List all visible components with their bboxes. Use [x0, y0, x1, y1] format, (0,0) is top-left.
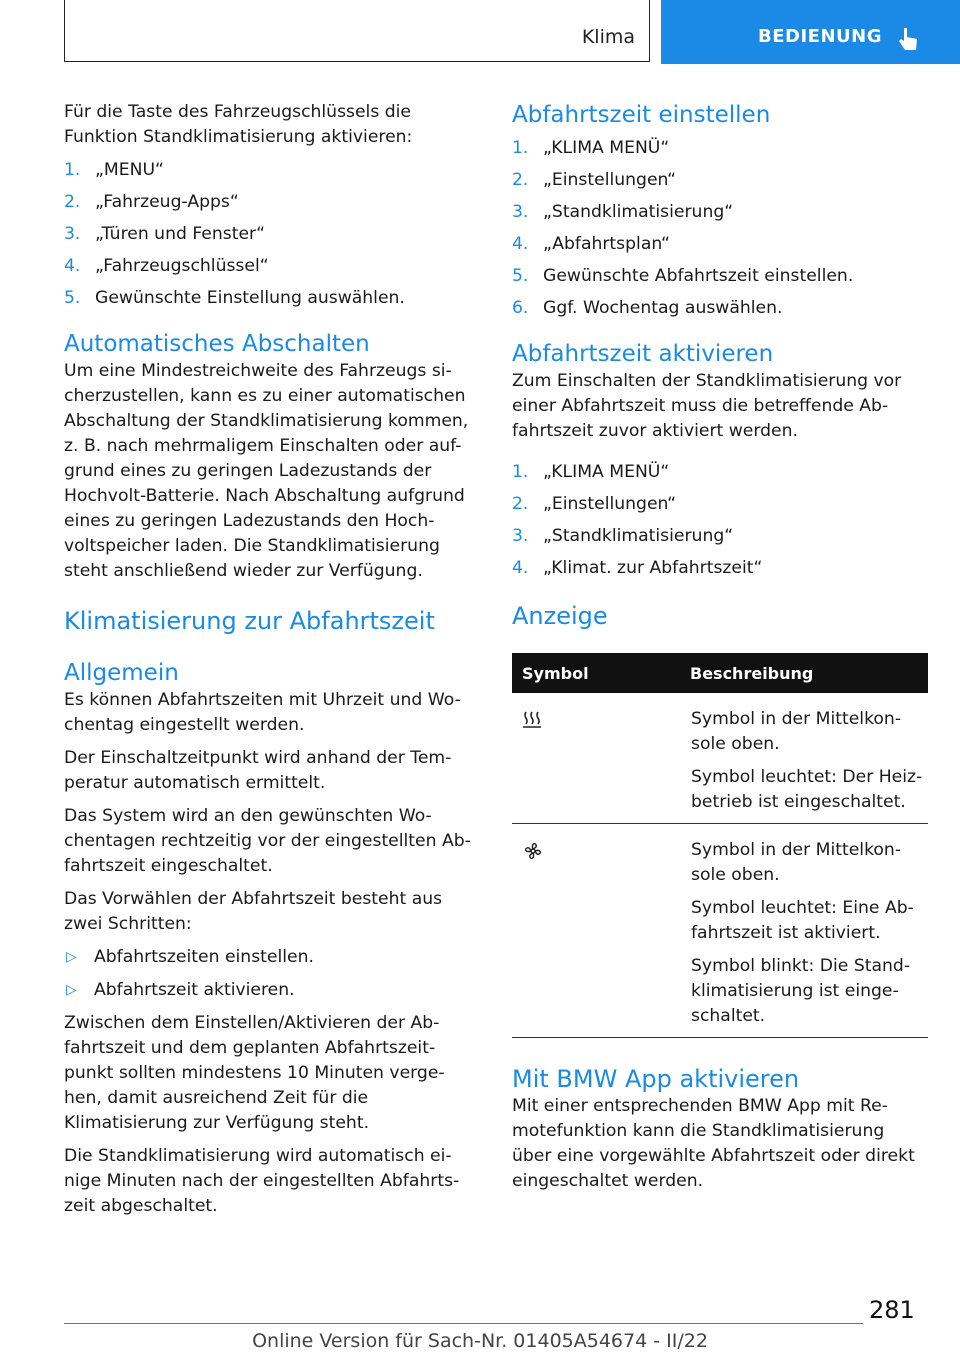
- step-number: 4.: [64, 256, 81, 276]
- step-number: 4.: [512, 558, 529, 578]
- list-item: [512, 136, 928, 161]
- step-number: 1.: [512, 462, 529, 482]
- auto-shutoff-text: Um eine Mindestreichweite des Fahrzeugs si-cherzustellen, kann es zu einer automatischen Abschaltung der Standklimatisierung kommen, z. B. nach mehrmaligem Einschalten oder auf-grund eines zu geringen Ladezustands der Hochvolt-Batterie. Nach Abschaltung aufgrund eines zu geringen Ladezustands den Hoch-voltspeicher laden. Die Standklimatisierung steht anschließend wieder zur Verfügung.: [64, 361, 469, 581]
- page-number: 281: [869, 1296, 915, 1324]
- step-number: 6.: [512, 298, 529, 318]
- steps-bullet-list: [64, 945, 479, 1003]
- bullet-text: Abfahrtszeiten einstellen.: [94, 947, 314, 967]
- general-text-5: Zwischen dem Einstellen/Aktivieren der Ab-fahrtszeit und dem geplanten Abfahrtszeit-punkt sollten mindestens 10 Minuten verge-hen, damit ausreichend Zeit für die Klimatisierung zur Verfügung steht.: [64, 1013, 445, 1133]
- description-line: Symbol leuchtet: Der Heiz-betrieb ist eingeschaltet.: [691, 767, 923, 812]
- symbol-table: [512, 653, 928, 1038]
- description-line: Symbol in der Mittelkon-sole oben.: [691, 709, 902, 754]
- footer-divider: [64, 1323, 863, 1324]
- list-item: [64, 945, 479, 970]
- general-text-4: Das Vorwählen der Abfahrtszeit besteht aus zwei Schritten:: [64, 889, 443, 934]
- step-number: 2.: [512, 170, 529, 190]
- step-text: „Einstellungen“: [543, 494, 677, 514]
- step-text: „Standklimatisierung“: [543, 202, 734, 222]
- activate-time-text: Zum Einschalten der Standklimatisierung vor einer Abfahrtszeit muss die betreffende Ab-fahrtszeit zuvor aktiviert werden.: [512, 371, 902, 441]
- list-item: [512, 168, 928, 193]
- step-number: 3.: [512, 202, 529, 222]
- display-heading: Anzeige: [512, 602, 608, 630]
- list-item: [512, 264, 928, 289]
- table-cell-description: [690, 824, 928, 1038]
- table-cell-description: [690, 693, 928, 824]
- app-text: Mit einer entsprechenden BMW App mit Re-motefunktion kann die Standklimatisierung über eine vorgewählte Abfahrtszeit oder direkt eingeschaltet werden.: [512, 1096, 915, 1191]
- table-cell-symbol: [512, 824, 690, 1038]
- step-number: 5.: [64, 288, 81, 308]
- table-row: [512, 824, 928, 1038]
- left-column: [64, 100, 479, 1227]
- general-text-2: Der Einschaltzeitpunkt wird anhand der Tem-peratur automatisch ermittelt.: [64, 748, 452, 793]
- step-text: „Abfahrtsplan“: [543, 234, 670, 254]
- footer-text: Online Version für Sach-Nr. 01405A54674 - II/22: [252, 1330, 708, 1352]
- step-text: „MENU“: [95, 160, 164, 180]
- list-item: [64, 158, 479, 183]
- step-text: „Klimat. zur Abfahrtszeit“: [543, 558, 763, 578]
- step-number: 5.: [512, 266, 529, 286]
- header-chapter-tab: [661, 0, 960, 64]
- header-section-box: [64, 0, 650, 62]
- key-steps-list: [64, 158, 479, 311]
- list-item: [512, 556, 928, 581]
- table-header-symbol: Symbol: [512, 653, 690, 693]
- list-item: [64, 254, 479, 279]
- fan-icon: [522, 840, 544, 862]
- list-item: [64, 190, 479, 215]
- step-text: Gewünschte Einstellung auswählen.: [95, 288, 405, 308]
- auto-shutoff-heading: Automatisches Abschalten: [64, 331, 370, 357]
- step-number: 3.: [512, 526, 529, 546]
- activate-time-steps: [512, 460, 928, 581]
- right-column: [512, 100, 928, 1202]
- description-line: Symbol leuchtet: Eine Ab-fahrtszeit ist aktiviert.: [691, 898, 914, 943]
- step-text: „KLIMA MENÜ“: [543, 138, 670, 158]
- bullet-text: Abfahrtszeit aktivieren.: [94, 980, 295, 1000]
- bullet-marker: ▷: [66, 949, 77, 965]
- general-text-6: Die Standklimatisierung wird automatisch ei-nige Minuten nach der eingestellten Abfahrts-zeit abgeschaltet.: [64, 1146, 460, 1216]
- set-time-heading: Abfahrtszeit einstellen: [512, 102, 771, 128]
- list-item: [512, 296, 928, 321]
- list-item: [512, 200, 928, 225]
- step-number: 2.: [64, 192, 81, 212]
- step-number: 1.: [512, 138, 529, 158]
- set-time-steps: [512, 136, 928, 321]
- list-item: [512, 524, 928, 549]
- table-row: [512, 693, 928, 824]
- table-cell-symbol: [512, 693, 690, 824]
- general-heading: Allgemein: [64, 660, 179, 686]
- step-text: „Fahrzeugschlüssel“: [95, 256, 269, 276]
- step-number: 1.: [64, 160, 81, 180]
- list-item: [512, 232, 928, 257]
- header-section-title: Klima: [581, 26, 635, 48]
- step-number: 4.: [512, 234, 529, 254]
- app-heading: Mit BMW App aktivieren: [512, 1065, 800, 1093]
- intro-text: Für die Taste des Fahrzeugschlüssels die Funktion Standklimatisierung aktivieren:: [64, 102, 413, 147]
- step-text: „Einstellungen“: [543, 170, 677, 190]
- main-section-heading: Klimatisierung zur Abfahrtszeit: [64, 607, 435, 635]
- table-header-description: Beschreibung: [690, 653, 928, 693]
- step-text: „Türen und Fenster“: [95, 224, 265, 244]
- description-line: Symbol in der Mittelkon-sole oben.: [691, 840, 902, 885]
- list-item: [512, 460, 928, 485]
- list-item: [64, 978, 479, 1003]
- hand-pointer-icon: [897, 26, 919, 54]
- general-text-1: Es können Abfahrtszeiten mit Uhrzeit und Wo-chentag eingestellt werden.: [64, 690, 461, 735]
- step-text: Ggf. Wochentag auswählen.: [543, 298, 783, 318]
- step-text: „Fahrzeug-Apps“: [95, 192, 239, 212]
- general-text-3: Das System wird an den gewünschten Wo-chentagen rechtzeitig vor der eingestellten Ab-fahrtszeit eingeschaltet.: [64, 806, 471, 876]
- activate-time-heading: Abfahrtszeit aktivieren: [512, 341, 774, 367]
- step-number: 3.: [64, 224, 81, 244]
- heating-icon: [522, 709, 542, 729]
- step-number: 2.: [512, 494, 529, 514]
- table-header-row: [512, 653, 928, 693]
- list-item: [64, 222, 479, 247]
- description-line: Symbol blinkt: Die Stand-klimatisierung ist einge-schaltet.: [691, 956, 911, 1026]
- step-text: „Standklimatisierung“: [543, 526, 734, 546]
- bullet-marker: ▷: [66, 982, 77, 998]
- step-text: „KLIMA MENÜ“: [543, 462, 670, 482]
- list-item: [512, 492, 928, 517]
- step-text: Gewünschte Abfahrtszeit einstellen.: [543, 266, 854, 286]
- list-item: [64, 286, 479, 311]
- header-chapter-title: BEDIENUNG: [758, 26, 882, 47]
